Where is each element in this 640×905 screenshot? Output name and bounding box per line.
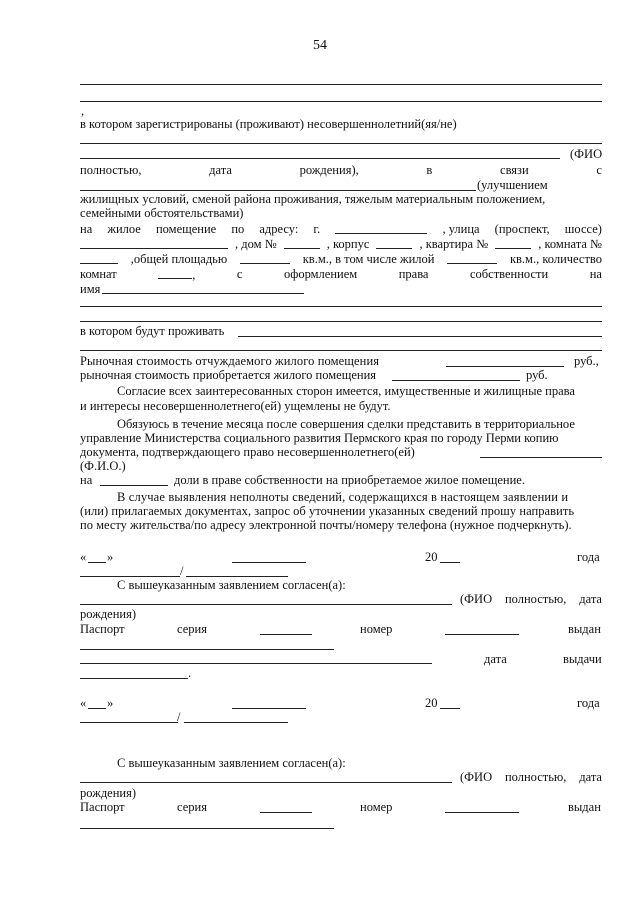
share-na: на xyxy=(80,473,93,487)
passport-label: Паспорт xyxy=(80,800,125,814)
minor-name-field[interactable] xyxy=(480,457,602,458)
word: , дом № xyxy=(235,237,277,251)
living-area-field[interactable] xyxy=(447,252,497,264)
obligation-text: документа, подтверждающего право несовершеннолетнего(ей) xyxy=(80,445,415,459)
word: , xyxy=(192,268,196,282)
share-text: доли в праве собственности на приобретаемое жилое помещение. xyxy=(174,473,525,487)
quote-open: « xyxy=(80,696,87,710)
signature-field[interactable] xyxy=(80,576,180,577)
sold-value-field[interactable] xyxy=(446,366,564,367)
fio-short-label: (Ф.И.О.) xyxy=(80,459,126,473)
apartment-field[interactable] xyxy=(495,237,531,249)
fio-birth-line xyxy=(460,770,602,785)
word: , комната № xyxy=(538,237,602,251)
number-field[interactable] xyxy=(445,634,519,635)
word: с xyxy=(236,267,243,281)
word: права xyxy=(398,267,429,281)
improvement-label: (улучшением xyxy=(477,178,548,192)
bought-value-field[interactable] xyxy=(392,380,520,381)
number-field[interactable] xyxy=(445,812,519,813)
family-line: семейными обстоятельствами) xyxy=(80,206,244,220)
word: (ФИО xyxy=(460,592,493,606)
blank-line[interactable] xyxy=(238,336,602,337)
issued-label: выдан xyxy=(568,800,601,814)
word: собственности xyxy=(470,267,549,281)
birth-label: рождения) xyxy=(80,786,137,800)
year-field[interactable] xyxy=(440,708,460,709)
registered-line: в котором зарегистрированы (проживают) несовершеннолетний(яя/не) xyxy=(80,117,457,131)
page-number: 54 xyxy=(313,38,327,53)
market-value-sold: Рыночная стоимость отчуждаемого жилого помещения xyxy=(80,354,380,368)
signature-field[interactable] xyxy=(80,722,178,723)
year-field[interactable] xyxy=(440,562,460,563)
name-label: имя xyxy=(80,282,101,296)
word: дата xyxy=(209,163,232,177)
blank-line[interactable] xyxy=(80,84,602,85)
consenter-name-field[interactable] xyxy=(80,782,452,783)
house-line xyxy=(80,237,602,252)
signature-name-field[interactable] xyxy=(184,722,288,723)
house-number-field[interactable] xyxy=(284,237,320,249)
comma: , xyxy=(81,104,85,118)
word: в xyxy=(426,163,433,177)
issued-by-field[interactable] xyxy=(80,663,432,664)
city-field[interactable] xyxy=(335,222,427,234)
housing-line: жилищных условий, сменой района проживания, тяжелым материальным положением, xyxy=(80,192,546,206)
agree-label: С вышеуказанным заявлением согласен(а): xyxy=(117,756,346,770)
rooms-line xyxy=(80,267,602,283)
consent-text: и интересы несовершеннолетнего(ей) ущемлены не будут. xyxy=(80,399,391,413)
quote-close: » xyxy=(107,696,114,710)
word: комнат xyxy=(80,267,117,281)
word: , квартира № xyxy=(419,237,489,251)
word: дата xyxy=(579,770,602,784)
incomplete-text: В случае выявления неполноты сведений, содержащихся в настоящем заявлении и xyxy=(117,490,569,504)
word: помещение xyxy=(155,222,217,236)
quote-open: « xyxy=(80,550,87,564)
word: на xyxy=(80,222,93,236)
word: полностью, xyxy=(80,163,142,177)
building-field[interactable] xyxy=(376,237,412,249)
agree-label: С вышеуказанным заявлением согласен(а): xyxy=(117,578,346,592)
word: связи xyxy=(500,163,529,177)
blank-line[interactable] xyxy=(80,321,602,322)
word: оформлением xyxy=(283,267,358,281)
word: с xyxy=(596,163,602,177)
room-field[interactable] xyxy=(80,252,118,264)
will-live-label: в котором будут проживать xyxy=(80,324,225,338)
goda-label: года xyxy=(577,696,600,710)
signature-name-field[interactable] xyxy=(186,576,288,577)
period: . xyxy=(188,666,192,680)
word: (проспект, xyxy=(494,222,550,236)
blank-line[interactable] xyxy=(80,143,602,144)
issue-date-field[interactable] xyxy=(80,678,188,679)
fio-label: (ФИО xyxy=(570,147,603,161)
word: , улица xyxy=(442,222,480,236)
month-field[interactable] xyxy=(232,708,306,709)
word: г. xyxy=(313,222,321,236)
word: рождения), xyxy=(299,163,359,177)
blank-line[interactable] xyxy=(80,158,560,159)
obligation-text: Обязуюсь в течение месяца после совершения сделки представить в территориальное xyxy=(117,417,575,431)
date-label: дата xyxy=(484,652,507,666)
obligation-text: управление Министерства социального развития Пермского края по городу Перми копию xyxy=(80,431,559,445)
day-field[interactable] xyxy=(88,708,106,709)
series-field[interactable] xyxy=(260,812,312,813)
word: по xyxy=(231,222,245,236)
day-field[interactable] xyxy=(88,562,106,563)
quote-close: » xyxy=(107,550,114,564)
blank-line[interactable] xyxy=(102,293,304,294)
year-prefix: 20 xyxy=(425,696,438,710)
word: (ФИО xyxy=(460,770,493,784)
word: полностью, xyxy=(504,770,567,784)
birth-line xyxy=(80,163,602,178)
month-field[interactable] xyxy=(232,562,306,563)
consenter-name-field[interactable] xyxy=(80,604,452,605)
word: шоссе) xyxy=(564,222,602,236)
series-label: серия xyxy=(177,622,207,636)
rooms-count-field[interactable] xyxy=(158,267,192,279)
share-field[interactable] xyxy=(100,485,168,486)
blank-line[interactable] xyxy=(80,649,334,650)
word: полностью, xyxy=(504,592,567,606)
rub-label: руб. xyxy=(526,368,548,382)
issue-label: выдачи xyxy=(563,652,602,666)
slash: / xyxy=(180,564,184,578)
blank-line[interactable] xyxy=(80,350,602,351)
area-line xyxy=(80,252,602,267)
consent-text: Согласие всех заинтересованных сторон имеется, имущественные и жилищные права xyxy=(117,384,575,398)
word: жилое xyxy=(107,222,141,236)
series-field[interactable] xyxy=(260,634,312,635)
market-value-bought: рыночная стоимость приобретается жилого помещения xyxy=(80,368,377,382)
passport-label: Паспорт xyxy=(80,622,125,636)
series-label: серия xyxy=(177,800,207,814)
incomplete-text: по месту жительства/по адресу электронной почты/номеру телефона (нужное подчеркнуть). xyxy=(80,518,572,532)
word: на xyxy=(589,267,602,281)
slash: / xyxy=(177,710,181,724)
blank-line[interactable] xyxy=(80,190,476,191)
word: кв.м., в том числе жилой xyxy=(302,252,435,266)
street-field[interactable] xyxy=(80,237,228,249)
issued-label: выдан xyxy=(568,622,601,636)
blank-line[interactable] xyxy=(80,828,334,829)
year-prefix: 20 xyxy=(425,550,438,564)
goda-label: года xyxy=(577,550,600,564)
word: адресу: xyxy=(259,222,299,236)
number-label: номер xyxy=(360,622,393,636)
birth-label: рождения) xyxy=(80,607,137,621)
word: , корпус xyxy=(326,237,370,251)
fio-birth-line xyxy=(460,592,602,607)
incomplete-text: (или) прилагаемых документах, запрос об уточнении указанных сведений прошу направить xyxy=(80,504,575,518)
word: ,общей площадью xyxy=(130,252,228,266)
address-line xyxy=(80,222,602,237)
word: дата xyxy=(579,592,602,606)
number-label: номер xyxy=(360,800,393,814)
rub-label: руб., xyxy=(574,354,599,368)
total-area-field[interactable] xyxy=(240,252,290,264)
blank-line[interactable] xyxy=(80,101,602,102)
blank-line[interactable] xyxy=(80,306,602,307)
word: кв.м., количество xyxy=(509,252,602,266)
